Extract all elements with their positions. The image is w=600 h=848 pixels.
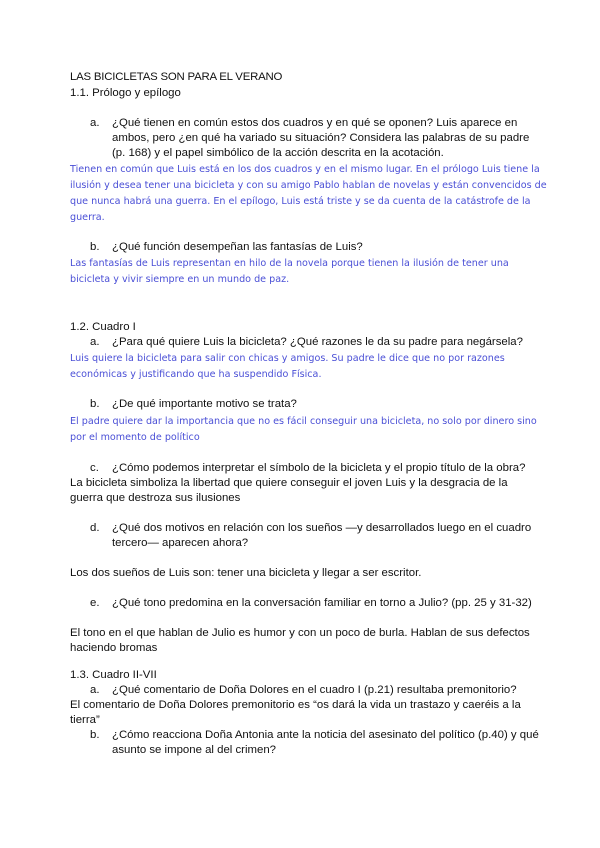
question-text: ¿Cómo podemos interpretar el símbolo de la bicicleta y el propio título de la obra?	[112, 462, 526, 474]
answer-text: económicas y justificando que ha suspendido Física.	[70, 369, 322, 380]
question-text: ¿Qué tienen en común estos dos cuadros y en qué se oponen? Luis aparece en	[112, 117, 518, 129]
question-marker: b.	[90, 241, 100, 253]
question-text: ambos, pero ¿en qué ha variado su situación? Considera las palabras de su padre	[112, 132, 530, 144]
question-text: ¿Cómo reacciona Doña Antonia ante la noticia del asesinato del político (p.40) y qué	[112, 729, 539, 741]
answer-text: Los dos sueños de Luis son: tener una bicicleta y llegar a ser escritor.	[70, 567, 422, 579]
question-marker: a.	[90, 684, 100, 696]
answer-text: El padre quiere dar la importancia que no es fácil conseguir una bicicleta, no solo por dinero sino	[70, 416, 537, 427]
question-text: ¿De qué importante motivo se trata?	[112, 398, 297, 410]
section-heading-prologo: 1.1. Prólogo y epílogo	[70, 87, 181, 99]
answer-text: tierra”	[70, 714, 100, 726]
question-marker: a.	[90, 336, 100, 348]
answer-text: El tono en el que hablan de Julio es humor y con un poco de burla. Hablan de sus defectos	[70, 627, 530, 639]
question-text: ¿Qué función desempeñan las fantasías de Luis?	[112, 241, 363, 253]
answer-text: guerra que destroza sus ilusiones	[70, 492, 241, 504]
question-marker: c.	[90, 462, 99, 474]
section-heading-cuadro-i: 1.2. Cuadro I	[70, 321, 136, 333]
answer-text: Las fantasías de Luis representan en hilo de la novela porque tienen la ilusión de tener una	[70, 258, 509, 269]
question-text: tercero— aparecen ahora?	[112, 537, 249, 549]
section-heading-cuadro-ii-vii: 1.3. Cuadro II-VII	[70, 669, 157, 681]
question-marker: d.	[90, 522, 100, 534]
answer-text: guerra.	[70, 212, 105, 223]
question-marker: b.	[90, 729, 100, 741]
question-text: (p. 168) y el papel simbólico de la acción descrita en la acotación.	[112, 147, 444, 159]
answer-text: ilusión y desea tener una bicicleta y con su amigo Pablo hablan de novelas y están convencidos de	[70, 180, 547, 191]
question-text: ¿Qué dos motivos en relación con los sueños —y desarrollados luego en el cuadro	[112, 522, 532, 534]
question-text: asunto se impone al del crimen?	[112, 744, 276, 756]
answer-text: por el momento de político	[70, 432, 200, 443]
question-text: ¿Qué tono predomina en la conversación familiar en torno a Julio? (pp. 25 y 31-32)	[112, 597, 532, 609]
answer-text: que nunca habrá una guerra. En el epílogo, Luis está triste y se da cuenta de la catástrofe de la	[70, 196, 531, 207]
answer-text: El comentario de Doña Dolores premonitorio es “os dará la vida un trastazo y caeréis a la	[70, 699, 521, 711]
question-marker: e.	[90, 597, 100, 609]
question-text: ¿Para qué quiere Luis la bicicleta? ¿Qué razones le da su padre para negársela?	[112, 336, 523, 348]
answer-text: bicicleta y vivir siempre en un mundo de paz.	[70, 274, 290, 285]
answer-text: Luis quiere la bicicleta para salir con chicas y amigos. Su padre le dice que no por razones	[70, 353, 505, 364]
document-title: LAS BICICLETAS SON PARA EL VERANO	[70, 71, 283, 83]
answer-text: La bicicleta simboliza la libertad que quiere conseguir el joven Luis y la desgracia de la	[70, 477, 508, 489]
question-marker: b.	[90, 398, 100, 410]
answer-text: Tienen en común que Luis está en los dos cuadros y en el mismo lugar. En el prólogo Luis tiene la	[70, 164, 540, 175]
answer-text: haciendo bromas	[70, 642, 158, 654]
question-marker: a.	[90, 117, 100, 129]
question-text: ¿Qué comentario de Doña Dolores en el cuadro I (p.21) resultaba premonitorio?	[112, 684, 517, 696]
